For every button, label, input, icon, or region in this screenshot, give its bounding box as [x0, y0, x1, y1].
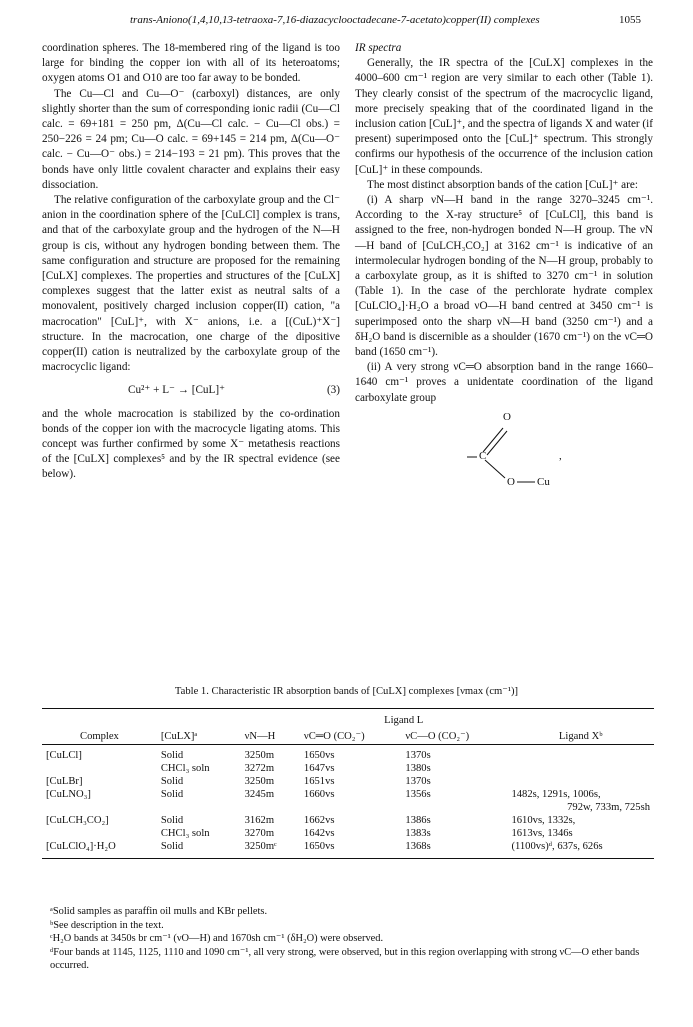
carbon-label: C [479, 449, 487, 462]
table-cell: [CuLNO₃] [46, 788, 91, 800]
table-row [42, 814, 654, 827]
single-bond-line [485, 460, 505, 478]
header-spacer [241, 709, 300, 729]
paragraph: The most distinct absorption bands of the cation [CuL]⁺ are: [367, 178, 638, 191]
page-number: 1055 [619, 14, 641, 26]
footnote: ᵃSolid samples as paraffin oil mulls and KBr pellets. [50, 906, 268, 917]
equation-number: (3) [326, 384, 340, 397]
table-cell [300, 801, 401, 814]
table-cell: 1610vs, 1332s, [511, 814, 576, 826]
table-cell: [CuLBr] [46, 775, 83, 787]
ir-bands-table [42, 708, 654, 859]
table-row [42, 762, 654, 775]
paragraph: and the whole macrocation is stabilized by the co-ordination bonds of the copper ion with the macrocycle ligating atoms. This concept was further confirmed by some X⁻ metathesis reactions of the [CuLX] complexes⁵ and by the IR spectral evidence (see below). [42, 407, 340, 481]
table-cell [42, 827, 157, 840]
table-cell: 1356s [405, 788, 431, 800]
table-cell: 1642vs [303, 827, 335, 839]
table-cell [507, 749, 654, 762]
table-cell: CHCl₃ soln [160, 762, 210, 774]
footnote: ᵈFour bands at 1145, 1125, 1110 and 1090 cm⁻¹, all very strong, were observed, but in this region overlapping with strong νC—O ether bands occurred. [50, 946, 640, 972]
equation [42, 383, 340, 398]
table-cell: (1100vs)ᵈ, 637s, 626s [511, 840, 603, 852]
table-cell: [CuLCl] [46, 749, 82, 761]
section-heading: IR spectra [355, 42, 402, 54]
table-cell: [CuLCH₃CO₂] [46, 814, 109, 826]
table-caption: Table 1. Characteristic IR absorption bands of [CuLX] complexes [νmax (cm⁻¹)] [174, 686, 519, 697]
table-cell: Solid [160, 749, 184, 761]
column-header: νC—O (CO₂⁻) [405, 731, 470, 742]
table-row [42, 840, 654, 859]
table-cell: 1650vs [303, 749, 335, 761]
table-cell: 3272m [244, 762, 275, 774]
table-cell: 3250m [244, 775, 275, 787]
table-cell: Solid [160, 775, 184, 787]
table-cell: Solid [160, 840, 184, 852]
header-spacer [507, 709, 654, 729]
table-cell: 1662vs [303, 814, 335, 826]
left-column [42, 41, 340, 483]
table-cell: 3245m [244, 788, 275, 800]
paragraph: coordination spheres. The 18-membered ring of the ligand is too large for binding the copper ion with all of its heteroatoms; oxygen atoms O1 and O10 are too far away to be bonded. [42, 42, 340, 85]
table-row [42, 827, 654, 840]
paragraph: (ii) A very strong νC═O absorption band in the range 1660–1640 cm⁻¹ proves a unidentate coordination of the ligand carboxylate group [355, 361, 653, 404]
paragraph: The Cu—Cl and Cu—O⁻ (carboxyl) distances, are only slightly shorter than the sum of corresponding ionic radii (Cu—Cl calc. = 69+181 = 250 pm, Δ(Cu—Cl calc. − Cu—Cl obs.) = 250−226 = 24 pm; Cu—O calc. = 69+145 = 214 pm, Δ(Cu—O⁻ calc. − Cu—O⁻ obs.) = 214−193 = 21 pm). This proves that the bonds have only little covalent character and explains their easy dissociation. [42, 87, 340, 191]
column-header: Complex [80, 730, 119, 742]
table-cell: CHCl₃ soln [160, 827, 210, 839]
right-column [355, 41, 653, 492]
table-cell: 792w, 733m, 725sh [567, 801, 650, 813]
table-cell [42, 801, 157, 814]
table-row [42, 788, 654, 801]
table-cell: 1370s [405, 749, 431, 761]
table-cell: 3250mᶜ [244, 840, 277, 852]
table-row [42, 775, 654, 788]
carboxylate-structure-diagram [355, 406, 653, 492]
comma: , [559, 449, 562, 462]
table-cell: 1370s [405, 775, 431, 787]
equation-body: Cu²⁺ + L⁻ → [CuL]⁺ [128, 384, 225, 397]
table-cell: 1613vs, 1346s [511, 827, 573, 839]
table-row [42, 801, 654, 814]
footnote: ᵇSee description in the text. [50, 919, 164, 931]
column-header: [CuLX]ᵃ [160, 730, 198, 742]
table-cell [507, 775, 654, 788]
table-cell: 1380s [405, 762, 431, 774]
copper-label: Cu [537, 475, 550, 488]
table-cell [157, 801, 241, 814]
column-header: νN—H [244, 730, 276, 742]
paragraph: The relative configuration of the carboxylate group and the Cl⁻ anion in the coordination sphere of the [CuLCl] complex is trans, and that of the carboxylate group and the hydrogen of the N—H group is cis, without any hydrogen bonding between them. The same configuration and structure are proposed for the remaining [CuLX] complexes. The properties and structures of the [CuLX] complexes suggest that the latter exist as neutral salts of a monovalent, positively charged inclusion copper(II) cation, "a macrocation" [CuL]⁺, with X⁻ anions, i.e. a [(CuL)⁺X⁻] structure. In the macrocation, one charge of the dipositive copper(II) cation is neutralized by the carboxylate group of the macrocyclic ligand: [42, 194, 340, 374]
header-spacer [157, 709, 241, 729]
running-title: trans-Aniono(1,4,10,13-tetraoxa-7,16-diazacyclooctadecane-7-acetato)copper(II) complexes [130, 14, 540, 26]
header-spacer [42, 709, 157, 729]
table-cell [42, 762, 157, 775]
oxygen-top-label: O [503, 410, 511, 423]
column-header: Ligand Xᵇ [558, 730, 603, 742]
table-cell: 3270m [244, 827, 275, 839]
table-cell: 1368s [405, 840, 431, 852]
table-cell [507, 762, 654, 775]
table-cell: [CuLClO₄]·H₂O [46, 840, 116, 852]
table-cell: Solid [160, 788, 184, 800]
table-cell: Solid [160, 814, 184, 826]
table-cell [401, 801, 507, 814]
oxygen-bottom-label: O [507, 475, 515, 488]
table-cell: 1482s, 1291s, 1006s, [511, 788, 601, 800]
table-cell: 1660vs [303, 788, 335, 800]
table-cell: 1647vs [303, 762, 335, 774]
footnote: ᶜH₂O bands at 3450s br cm⁻¹ (νO—H) and 1670sh cm⁻¹ (δH₂O) were observed. [50, 933, 384, 945]
table-footnotes [42, 905, 654, 973]
table-cell: 1651vs [303, 775, 335, 787]
column-header: νC═O (CO₂⁻) [303, 731, 365, 742]
table-cell: 1383s [405, 827, 431, 839]
table-cell [241, 801, 300, 814]
paragraph: (i) A sharp νN—H band in the range 3270–3245 cm⁻¹. According to the X-ray structure⁵ of [CuLCl], this band is assigned to the free, non-hydrogen bonded N—H group. The νN—H band of [CuLCH₃CO₂] at 3162 cm⁻¹ is indicative of an intermolecular hydrogen bonding of the N—H group, probably to a carboxylate group, as it is shifted to 3270 cm⁻¹ in solution (Table 1). In the case of the perchlorate hydrate complex [CuLClO₄]·H₂O a broad νO—H band centred at 3450 cm⁻¹ is superimposed onto the sharp νN—H band (3250 cm⁻¹) and a δH₂O band is discernible as a shoulder (1670 cm⁻¹) on the νC═O band (1650 cm⁻¹). [355, 194, 653, 359]
table-row [42, 749, 654, 762]
paragraph: Generally, the IR spectra of the [CuLX] complexes in the 4000–600 cm⁻¹ region are very similar to each other (Table 1). They clearly consist of the spectrum of the macrocyclic ligand, more precisely speaking that of the coordinated ligand in the inclusion cation [CuL]⁺, and the spectra of ligands X and water (if present) superimposed onto the [CuL]⁺ spectrum. This strongly confirms our hypothesis of the occurrence of the inclusion cation [CuL]⁺ in these compounds. [355, 57, 653, 176]
table-cell: 3250m [244, 749, 275, 761]
group-header: Ligand L [384, 715, 424, 726]
table-cell: 3162m [244, 814, 275, 826]
table-cell: 1650vs [303, 840, 335, 852]
table-cell: 1386s [405, 814, 431, 826]
